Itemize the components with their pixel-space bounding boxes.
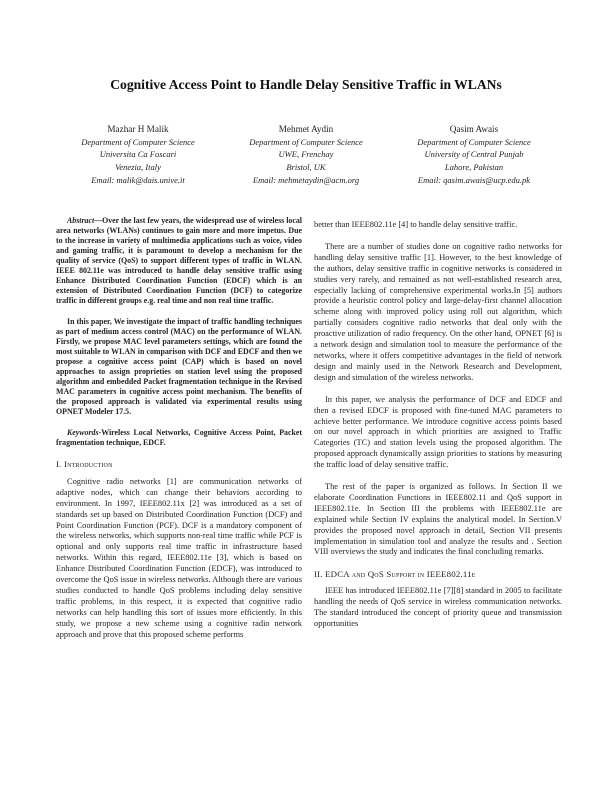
author-location: Lahore, Pakistan <box>444 162 504 173</box>
abstract-paragraph-2: In this paper, We investigate the impact of traffic handling techniques as part of medium access control (MAC) on the performance of WLAN. Firstly, we propose MAC level parameters settings, which are found the most suitable to WLAN in comparison with DCF and EDCF and then we propose a cognitive access point (CAP) which is based on novel approaches to assign proprieties on station level using the proposed algorithm and embedded Packet fragmentation technique in the Revised MAC parameters in cognitive access point mechanism. The benefits of the proposed approach is validated via experimental results using OPNET Modeler 17.5. <box>56 317 302 416</box>
right-column <box>314 220 562 630</box>
author-dept: Department of Computer Science <box>249 136 363 147</box>
author-name: Mazhar H Malik <box>107 124 169 134</box>
intro-paragraph-1: Cognitive radio networks [1] are communication networks of adaptive nodes, which can change their behaviors according to environment. In 1997, IEEE802.11x [2] was introduced as a set of standards set up based on Distributed Coordination Function (DCF) and Point Coordination Function (PCF). DCF is a mandatory component of the wireless networks, which supports non-real time traffic while PCF is optional and only supports real time traffic in infrastructure based networks. Within this regard, IEEE802.11e [3], which is based on Enhance Distributed Coordination Function (EDCF), was introduced to overcome the QoS issue in wireless networks. Although there are various studies conducted to handle QoS problems including delay sensitive traffic problems, in this respect, it is expected that cognitive radio networks can help handling this sort of issues more efficiently. In this study, we propose a new scheme using a cognitive radio network approach and prove that this proposed scheme performs <box>56 476 302 639</box>
author-name: Qasim Awais <box>449 124 499 134</box>
keywords-text: -Wireless Local Networks, Cognitive Access Point, Packet fragmentation technique, EDCF. <box>56 428 302 447</box>
keywords <box>56 428 302 448</box>
paper-title: Cognitive Access Point to Handle Delay Sensitive Traffic in WLANs <box>110 77 502 92</box>
abstract-label: Abstract <box>67 216 95 225</box>
author-inst: Universita Ca Foscari <box>99 149 177 160</box>
author-email: Email: qasim.awais@ucp.edu.pk <box>417 174 531 185</box>
author-block <box>54 123 558 187</box>
section-number: I. <box>56 459 62 469</box>
author-2 <box>222 123 390 187</box>
left-column <box>56 216 302 641</box>
section-title: EDCA and QoS Support in IEEE802.11e <box>325 569 476 580</box>
edca-paragraph-1: IEEE has introduced IEEE802.11e [7][8] standard in 2005 to facilitate handling the needs of QoS service in wireless communication networks. The standard introduced the concept of priority queue and transmission opportunities <box>314 586 562 628</box>
section-title: Introduction <box>63 459 113 469</box>
author-inst: UWE, Frenchay <box>278 149 334 160</box>
right-paragraph-0: better than IEEE802.11e [4] to handle delay sensitive traffic. <box>314 220 518 229</box>
author-inst: University of Central Punjab <box>424 149 524 160</box>
abstract-text-1: —Over the last few years, the widespread use of wireless local area networks (WLANs) continues to gain more and more impetus. Due to the increase in variety of multimedia applications such as voice, video and gaming traffic, it is paramount to develop a mechanism for the quality of service (QoS) to support different types of traffic in WLAN. IEEE 802.11e was introduced to handle delay sensitive traffic using Enhance Distributed Coordination Function (EDCF) which is an extension of Distributed Coordination Function (DCF) to categorize traffic in different groups e.g. real time and non real time traffic. <box>56 216 302 305</box>
section-number: II. <box>314 569 323 580</box>
author-1 <box>54 123 222 187</box>
right-paragraph-2: In this paper, we analysis the performance of DCF and EDCF and then a revised EDCF is proposed with fine-tuned MAC parameters to achieve better performance. We introduce cognitive access points based on our novel approach in which priorities are assigned to Traffic Categories (TC) and station levels using the proposed algorithm. The proposed approach dynamically assign priorities to stations by measuring the traffic load of delay sensitive traffic. <box>314 394 562 470</box>
author-dept: Department of Computer Science <box>81 136 195 147</box>
section-heading-edca <box>314 569 562 580</box>
author-email: Email: malik@dais.unive.it <box>91 174 185 185</box>
right-paragraph-1: There are a number of studies done on cognitive radio networks for handling delay sensitive traffic [1]. However, to the best knowledge of the authors, delay sensitive traffic in cognitive networks is considered in studies very rarely, and remained as not well-established research area, especially lacking of comprehensive experimental works.In [5] authors provide a heuristic control policy and large-delay-first channel allocation scheme along with improved policy using roll out algorithm, which partially considers cognitive radio networks that deal only with the proactive utilization of radio frequency. On the other hand, OPNET [6] is a network design and simulation tool to measure the performance of the networks, where it offers competitive advantages in the field of network design and mainly used in the Network Research and Development, design and simulation of the wireless networks. <box>314 241 562 382</box>
author-name: Mehmet Aydin <box>278 124 334 134</box>
author-location: Bristol, UK <box>286 162 326 173</box>
keywords-label: Keywords <box>67 428 99 437</box>
author-dept: Department of Computer Science <box>417 136 531 147</box>
right-paragraph-3: The rest of the paper is organized as follows. In Section II we elaborate Coordination Functions in IEEE802.11 and QoS support in IEEE802.11e. In Section III the problems with IEEE802.11e are explained while Section IV explains the analytical model. In Section.V provides the proposed novel approach in detail, Section VII presents implementation in simulation tool and analyze the results and . Section VIII overviews the study and indicates the final concluding remarks. <box>314 482 562 557</box>
abstract-paragraph-1 <box>56 216 302 306</box>
author-3 <box>390 123 558 187</box>
author-location: Venezia, Italy <box>115 162 161 173</box>
author-email: Email: mehmetaydin@acm.org <box>252 174 360 185</box>
section-heading-introduction <box>56 459 302 470</box>
